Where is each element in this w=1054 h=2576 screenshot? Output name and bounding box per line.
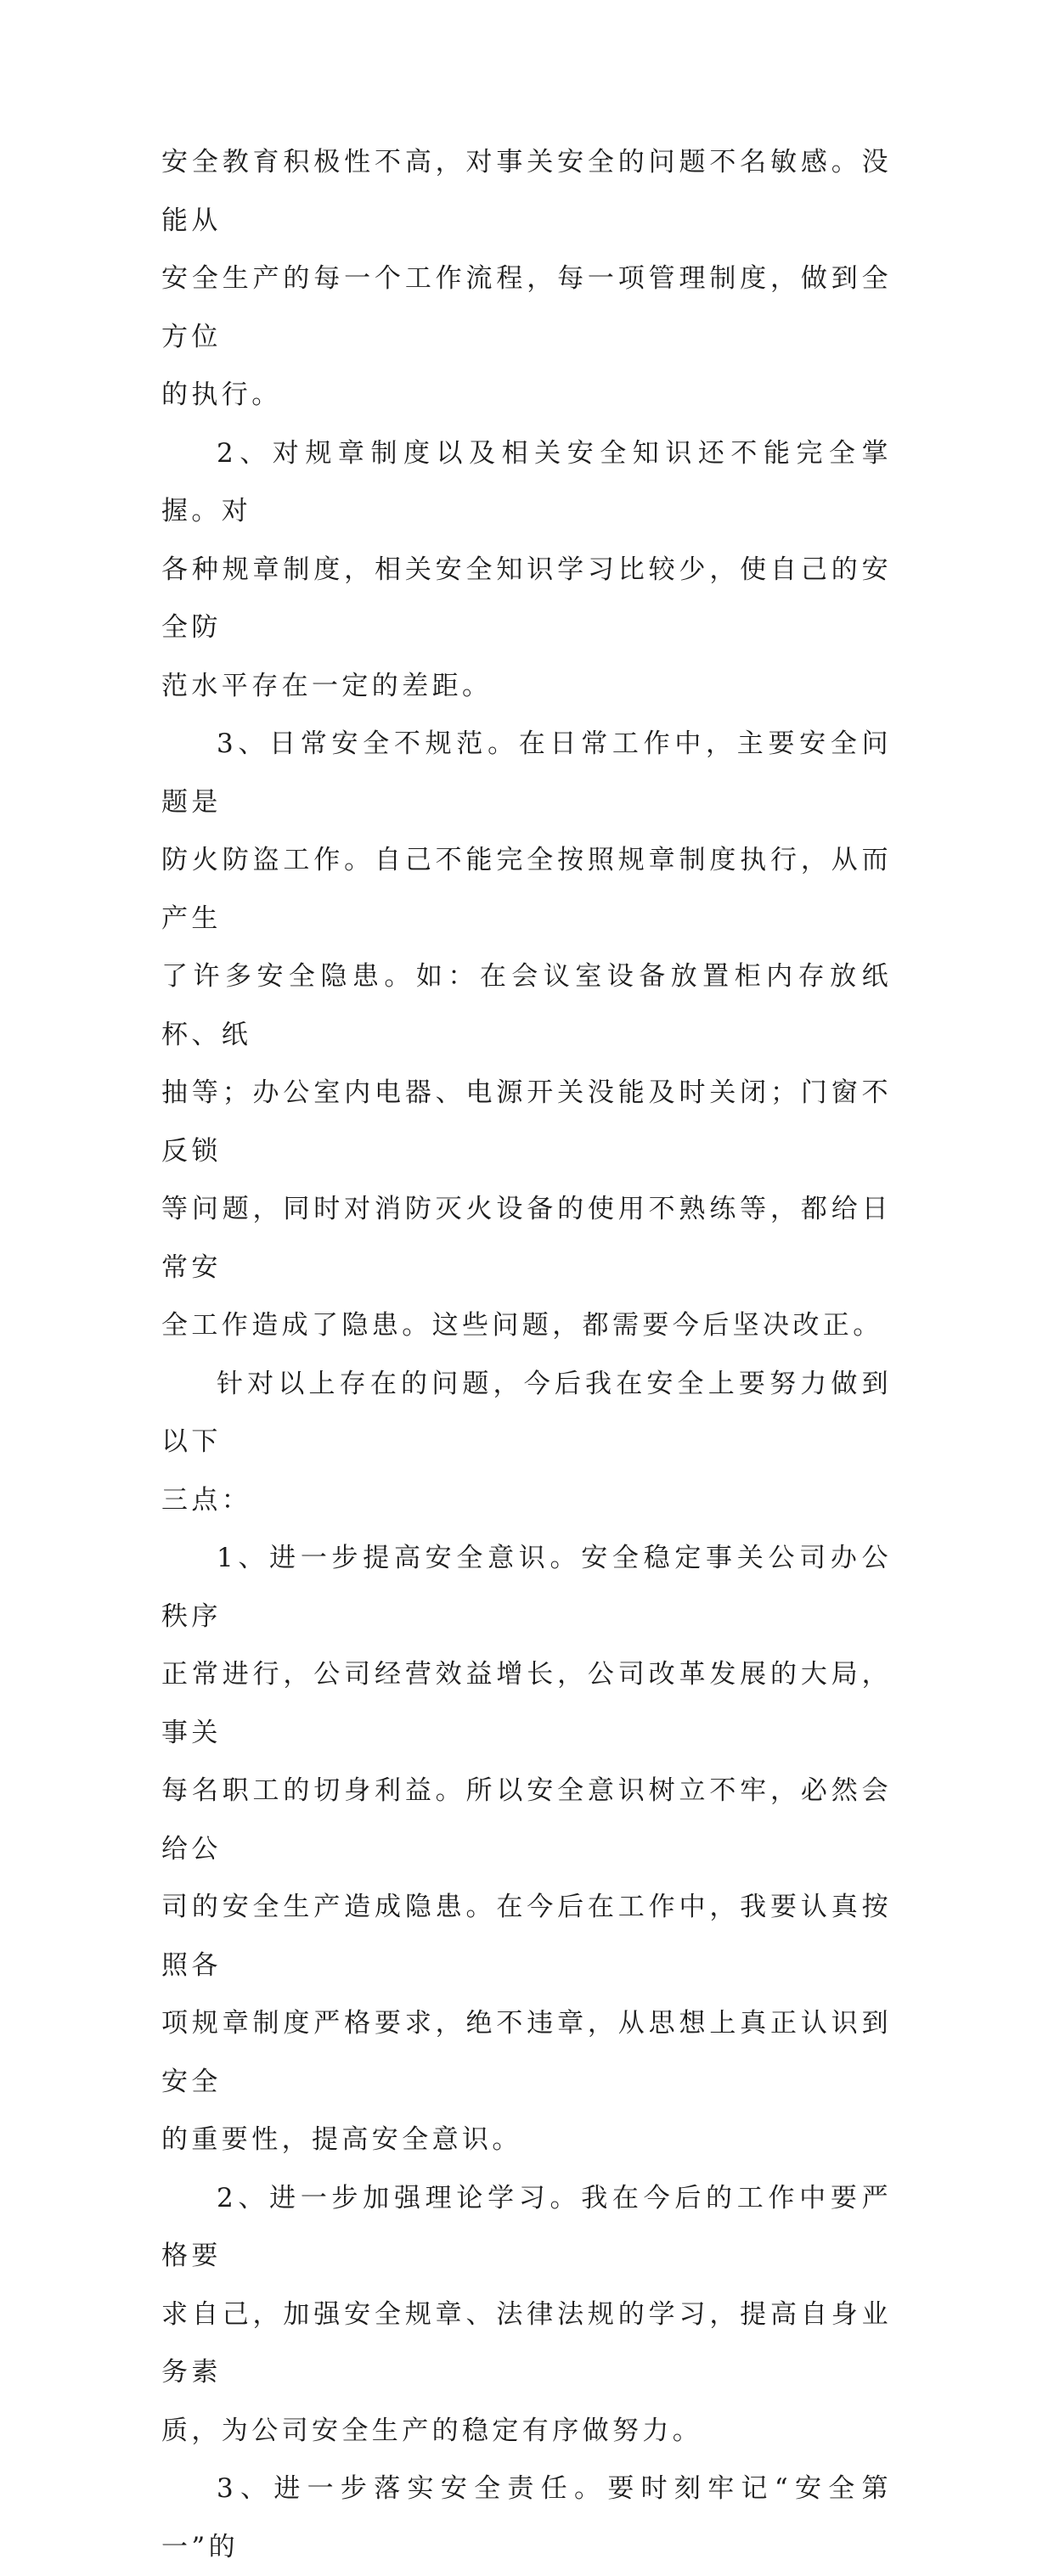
text-line: 2、进一步加强理论学习。我在今后的工作中要严格要 [161,2182,892,2271]
text-line: 安全教育积极性不高，对事关安全的问题不名敏感。没能从 [161,147,892,236]
text-line: 三点： [161,1484,252,1516]
text-line: 正常进行，公司经营效益增长，公司改革发展的大局，事关 [161,1659,892,1748]
paragraph-5 [161,1529,892,2169]
text-line: 安全生产的每一个工作流程，每一项管理制度，做到全方位 [161,263,892,352]
paragraph-1 [161,133,892,425]
text-line: 全工作造成了隐患。这些问题，都需要今后坚决改正。 [161,1310,883,1341]
paragraph-2 [161,425,892,716]
paragraph-3 [161,715,892,1355]
text-line: 防火防盗工作。自己不能完全按照规章制度执行，从而产生 [161,845,892,934]
text-line: 3、日常安全不规范。在日常工作中，主要安全问题是 [161,728,892,818]
text-line: 司的安全生产造成隐患。在今后在工作中，我要认真按照各 [161,1892,892,1981]
text-line: 项规章制度严格要求，绝不违章，从思想上真正认识到安全 [161,2008,892,2097]
paragraph-7 [161,2460,892,2576]
text-line: 等问题，同时对消防灭火设备的使用不熟练等，都给日常安 [161,1194,892,1283]
text-line: 质，为公司安全生产的稳定有序做努力。 [161,2415,703,2446]
text-line: 的重要性，提高安全意识。 [161,2124,522,2155]
text-line: 范水平存在一定的差距。 [161,670,493,701]
text-line: 求自己，加强安全规章、法律法规的学习，提高自身业务素 [161,2298,892,2388]
document-body [161,133,892,2576]
paragraph-4 [161,1355,892,1530]
text-line: 2、对规章制度以及相关安全知识还不能完全掌握。对 [161,437,892,526]
text-line: 每名职工的切身利益。所以安全意识树立不牢，必然会给公 [161,1775,892,1865]
text-line: 针对以上存在的问题，今后我在安全上要努力做到以下 [161,1368,892,1457]
text-line: 的执行。 [161,380,282,410]
text-line: 抽等；办公室内电器、电源开关没能及时关闭；门窗不反锁 [161,1077,892,1167]
text-line: 各种规章制度，相关安全知识学习比较少，使自己的安全防 [161,554,892,643]
text-line: 了许多安全隐患。如：在会议室设备放置柜内存放纸杯、纸 [161,961,892,1050]
text-line: 3、进一步落实安全责任。要时刻牢记“安全第一”的 [161,2473,892,2562]
paragraph-6 [161,2169,892,2461]
text-line: 1、进一步提高安全意识。安全稳定事关公司办公秩序 [161,1543,892,1632]
